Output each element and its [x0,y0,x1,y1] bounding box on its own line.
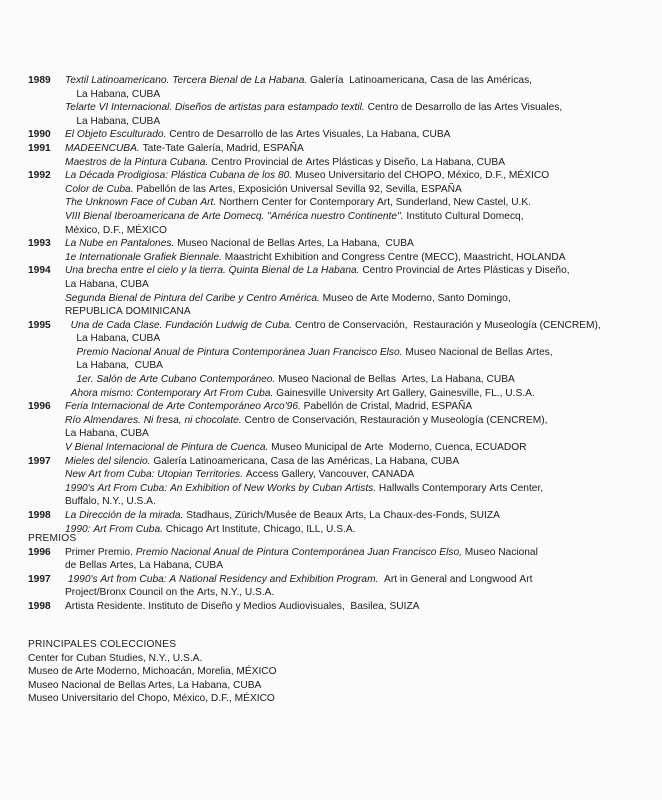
exhibition-line [65,251,648,265]
exhibition-body [65,237,648,264]
exhibition-line [65,183,648,197]
venue-text: Centro de Desarrollo de las Artes Visuales, La Habana, CUBA [169,129,451,141]
title-text: MADEENCUBA. [65,142,143,154]
exhibition-year: 1998 [28,510,51,521]
premios-heading: PREMIOS [28,533,77,544]
title-text: VIII Bienal Iberoamericana de Arte Domecq. "América nuestro Continente". [65,210,407,222]
title-text: The Unknown Face of Cuban Art. [65,197,220,209]
exhibition-line [65,468,648,482]
title-text: Río Almendares. Ni fresa, ni chocolate. [65,414,245,426]
exhibition-line [65,400,648,414]
venue-text: La Habana, CUBA [65,88,161,100]
venue-text: La Habana, CUBA [65,115,161,127]
venue-text: Centro Provincial de Artes Plásticas y Diseño, [362,265,570,277]
exhibition-body [65,128,648,142]
title-text: La Nube en Pantalones. [65,238,178,250]
title-text: 1990: Art From Cuba. [65,523,166,535]
venue-text: Centro de Conservación, Restauración y Museología (CENCREM), [294,319,601,331]
exhibition-year: 1994 [28,265,51,277]
title-text: Color de Cuba. [65,183,137,195]
title-text: 1990's Art from Cuba: A National Residency and Exhibition Program. [65,573,382,585]
exhibition-line [65,101,648,115]
exhibition-line [65,319,648,333]
title-text: 1990's Art From Cuba: An Exhibition of New Works by Cuban Artists. [65,482,379,494]
venue-text: La Habana, CUBA [65,278,149,290]
exhibition-line [65,237,648,251]
premio-year: 1996 [28,546,51,558]
exhibition-line [65,346,648,360]
exhibition-year: 1991 [28,142,51,154]
exhibition-entry [28,319,648,401]
venue-text: Stadhaus, Zürich/Musée de Beaux Arts, La Chaux-des-Fonds, SUIZA [186,510,500,521]
exhibition-year: 1992 [28,170,51,182]
exhibition-year: 1997 [28,455,51,467]
venue-text: REPUBLICA DOMINICANA [65,306,191,318]
exhibition-entry [28,455,648,509]
title-text: 1er. Salón de Arte Cubano Contemporáneo. [65,374,279,386]
title-text: Maestros de la Pintura Cubana. [65,156,212,168]
exhibition-body [65,74,648,128]
exhibition-line [65,169,648,183]
venue-text: México, D.F., MÉXICO [65,224,167,236]
venue-text: Hallwalls Contemporary Arts Center, [378,482,544,494]
premio-line [65,546,648,560]
exhibition-year: 1989 [28,75,51,86]
exhibition-entry [28,400,648,454]
venue-text: de Bellas Artes, La Habana, CUBA [65,560,223,572]
venue-text: La Habana, CUBA [65,333,161,345]
venue-text: La Habana, CUBA [65,428,149,440]
exhibition-line [65,156,648,170]
premio-entry [28,600,648,614]
venue-text: Buffalo, N.Y., U.S.A. [65,496,156,508]
exhibition-line [65,74,648,88]
premio-body [65,546,648,573]
title-text: El Objeto Esculturado. [65,129,170,141]
exhibition-line [65,142,648,156]
exhibition-line [65,128,648,142]
title-text: Premio Nacional Anual de Pintura Contemporánea Juan Francisco Elso. [65,346,406,358]
exhibition-line [65,359,648,373]
exhibition-entry [28,74,648,128]
exhibition-line [65,495,648,509]
venue-text: Galería Latinoamericana, Casa de las Américas, La Habana, CUBA [153,455,460,467]
title-text: Telarte VI Internacional. Diseños de artistas para estampado textil. [65,102,368,114]
exhibition-body [65,319,648,401]
venue-text: Art in General and Longwood Art [381,573,533,585]
exhibition-line [65,115,648,129]
colecciones-heading: PRINCIPALES COLECCIONES [28,639,177,650]
premio-line [65,573,648,587]
venue-text: Maastricht Exhibition and Congress Centre (MECC), Maastricht, HOLANDA [224,251,566,263]
venue-text: Centro Provincial de Artes Plásticas y Diseño, La Habana, CUBA [211,156,505,168]
premio-line [65,586,648,600]
premios-list [28,546,648,614]
title-text: La Dirección de la mirada. [65,510,187,521]
premio-body [65,600,648,614]
venue-text: Project/Bronx Council on the Arts, N.Y., U.S.A. [65,587,275,599]
coleccion-item: Museo de Arte Moderno, Michoacán, Morelia, MÉXICO [28,666,277,678]
venue-text: Pabellón de Cristal, Madrid, ESPAÑA [303,401,473,413]
exhibition-entry [28,264,648,318]
exhibition-body [65,400,648,454]
venue-text: Galería Latinoamericana, Casa de las Américas, [310,75,532,86]
venue-text: Museo Nacional [464,546,538,558]
coleccion-item: Museo Nacional de Bellas Artes, La Habana, CUBA [28,679,262,691]
premio-body [65,573,648,600]
exhibition-line [65,305,648,319]
title-text: La Década Prodigiosa: Plástica Cubana de los 80. [65,170,295,182]
exhibition-line [65,427,648,441]
venue-text: Access Gallery, Vancouver, CANADA [245,469,415,481]
exhibition-line [65,264,648,278]
venue-text: Tate-Tate Galería, Madrid, ESPAÑA [142,142,304,154]
venue-text: Instituto Cultural Domecq, [406,210,524,222]
exhibition-line [65,455,648,469]
exhibition-body [65,142,648,169]
venue-text: Museo Nacional de Bellas Artes, [405,346,553,358]
coleccion-item: Museo Universitario del Chopo, México, D.F., MÉXICO [28,693,275,705]
venue-text: Chicago Art Institute, Chicago, ILL, U.S.A. [165,523,356,535]
title-text: Mieles del silencio. [65,455,154,467]
exhibition-line [65,292,648,306]
title-text: Una brecha entre el cielo y la tierra. Quinta Bienal de La Habana. [65,265,363,277]
venue-text: La Habana, CUBA [65,360,163,372]
premios-section [28,532,648,614]
exhibition-line [65,332,648,346]
title-text: Segunda Bienal de Pintura del Caribe y Centro América. [65,292,323,304]
colecciones-section [28,638,648,706]
venue-text: Museo Nacional de Bellas Artes, La Habana, CUBA [278,374,515,386]
venue-text: Centro de Conservación, Restauración y Museología (CENCREM), [244,414,548,426]
title-text: V Bienal Internacional de Pintura de Cuenca. [65,442,272,454]
exhibition-body [65,169,648,237]
exhibition-line [65,210,648,224]
venue-text: Museo Nacional de Bellas Artes, La Habana, CUBA [177,238,414,250]
title-text: Una de Cada Clase. Fundación Ludwig de Cuba. [65,319,295,331]
exhibition-line [65,278,648,292]
title-text: Textil Latinoamericano. Tercera Bienal de La Habana. [65,75,311,86]
exhibition-line [65,224,648,238]
exhibition-year: 1990 [28,129,51,141]
venue-text: Pabellón de las Artes, Exposición Universal Sevilla 92, Sevilla, ESPAÑA [136,183,462,195]
venue-text: Centro de Desarrollo de las Artes Visuales, [367,102,563,114]
venue-text: Museo Municipal de Arte Moderno, Cuenca, ECUADOR [271,442,527,454]
exhibition-line [65,509,648,523]
venue-text: Northern Center for Contemporary Art, Sunderland, New Castel, U.K. [219,197,532,209]
venue-text: Primer Premio. [65,546,136,558]
exhibition-line [65,88,648,102]
exhibition-line [65,373,648,387]
exhibition-entry [28,142,648,169]
premio-entry [28,546,648,573]
title-text: 1e Internationale Grafiek Biennale. [65,251,225,263]
exhibition-line [65,482,648,496]
title-text: Premio Nacional Anual de Pintura Contemporánea Juan Francisco Elso, [135,546,465,558]
exhibition-body [65,264,648,318]
premio-line [65,600,648,614]
colecciones-list [28,652,648,706]
title-text: Feria Internacional de Arte Contemporáneo Arco'96. [65,401,304,413]
premio-year: 1998 [28,600,51,612]
exhibition-line [65,196,648,210]
exhibition-body [65,455,648,509]
exhibition-entry [28,237,648,264]
exhibition-line [65,387,648,401]
title-text: Ahora mismo: Contemporary Art From Cuba. [65,387,277,399]
exhibition-year: 1993 [28,238,51,250]
premio-line [65,559,648,573]
exhibition-line [65,414,648,428]
venue-text: Museo Universitario del CHOPO, México, D.F., MÉXICO [294,170,550,182]
venue-text: Gainesville University Art Gallery, Gainesville, FL., U.S.A. [276,387,535,399]
premio-entry [28,573,648,600]
coleccion-item: Center for Cuban Studies, N.Y., U.S.A. [28,652,203,664]
exhibition-line [65,441,648,455]
title-text: New Art from Cuba: Utopian Territories. [65,469,246,481]
exhibition-year: 1996 [28,401,51,413]
premio-year: 1997 [28,573,51,585]
exhibitions-list [28,74,648,536]
venue-text: Museo de Arte Moderno, Santo Domingo, [322,292,511,304]
exhibition-entry [28,169,648,237]
exhibition-year: 1995 [28,319,51,331]
exhibition-entry [28,128,648,142]
venue-text: Artista Residente. Instituto de Diseño y Medios Audiovisuales, Basilea, SUIZA [65,600,420,612]
